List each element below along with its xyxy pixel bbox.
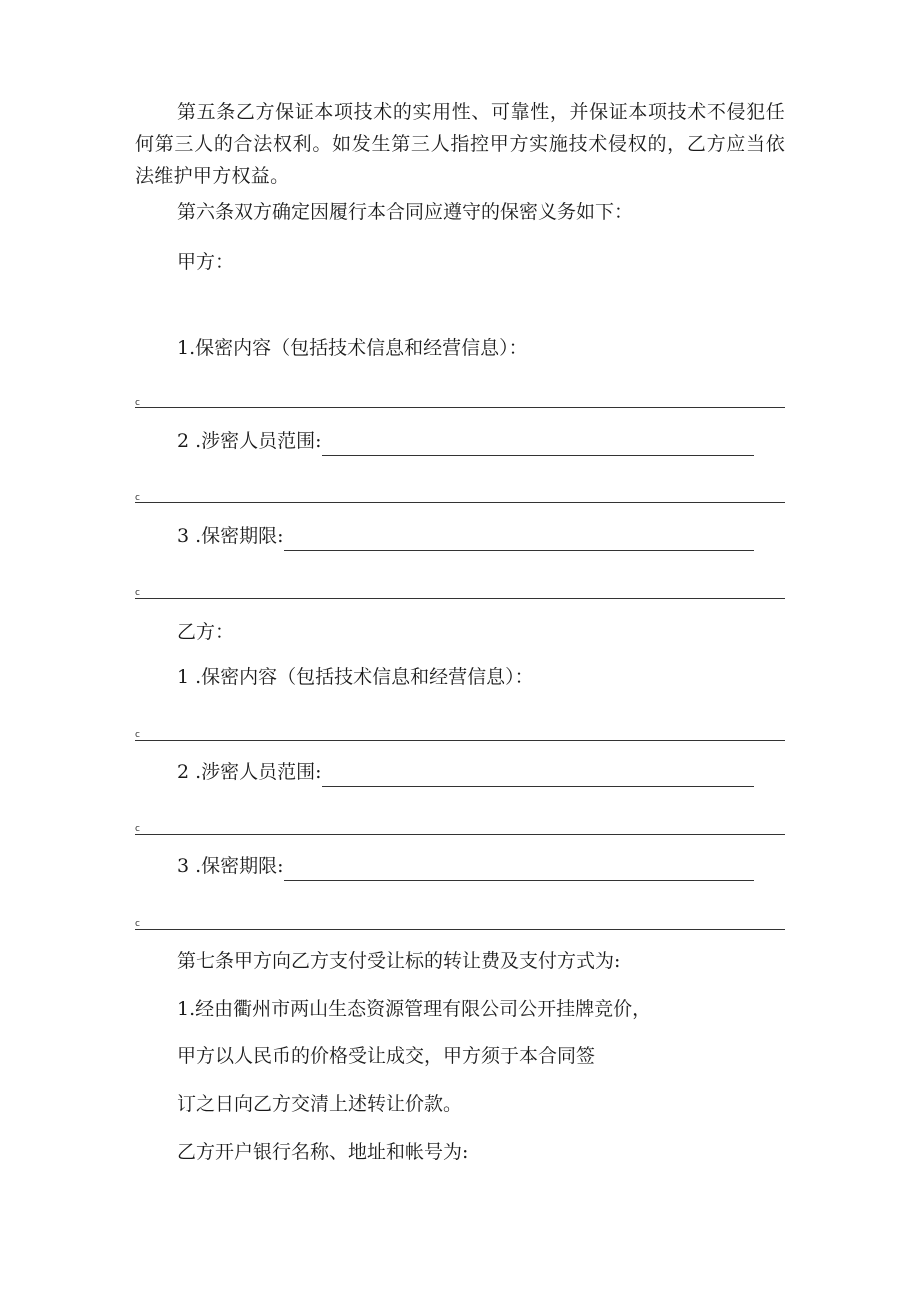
party-b-item-3-label: 3 .保密期限:	[177, 855, 284, 877]
bank-info-line: 乙方开户银行名称、地址和帐号为:	[177, 1141, 469, 1163]
article-7-heading: 第七条甲方向乙方支付受让标的转让费及支付方式为:	[177, 950, 621, 972]
party-a-item-2-blank	[322, 433, 754, 456]
line-mark: c	[135, 919, 140, 929]
party-b-item-1: 1 .保密内容（包括技术信息和经营信息）：	[177, 666, 534, 688]
party-a-item-3-blank	[284, 528, 754, 551]
line-mark: c	[135, 493, 140, 503]
line-mark: c	[135, 824, 140, 834]
party-a-item-2	[177, 426, 754, 456]
party-a-item-3-label: 3 .保密期限:	[177, 525, 284, 547]
line-mark: c	[135, 398, 140, 408]
line-mark: c	[135, 588, 140, 598]
party-b-item-1-blank-line	[135, 740, 785, 741]
line-mark: c	[135, 730, 140, 740]
article-5-paragraph: 第五条乙方保证本项技术的实用性、可靠性，并保证本项技术不侵犯任何第三人的合法权利。如发生第三人指控甲方实施技术侵权的，乙方应当依法维护甲方权益。	[135, 101, 785, 187]
party-b-item-2	[177, 757, 754, 787]
party-a-item-1-blank-line	[135, 407, 785, 408]
party-a-item-3	[177, 521, 754, 551]
party-b-item-2-blank-line	[135, 834, 785, 835]
party-b-item-2-label: 2 .涉密人员范围:	[177, 761, 322, 783]
party-b-item-3-blank	[284, 858, 754, 881]
article-6-heading: 第六条双方确定因履行本合同应遵守的保密义务如下：	[177, 201, 634, 223]
party-a-item-1: 1.保密内容（包括技术信息和经营信息）：	[177, 337, 528, 359]
party-a-item-3-blank-line	[135, 598, 785, 599]
party-b-label: 乙方：	[177, 621, 235, 643]
party-b-item-2-blank	[322, 764, 754, 787]
party-b-item-3	[177, 851, 754, 881]
party-b-item-3-blank-line	[135, 929, 785, 930]
payment-line-3: 订之日向乙方交清上述转让价款。	[177, 1093, 463, 1115]
party-a-item-2-blank-line	[135, 502, 785, 503]
party-a-label: 甲方：	[177, 251, 235, 273]
payment-line-2: 甲方以人民币的价格受让成交，甲方须于本合同签	[177, 1045, 596, 1067]
party-a-item-2-label: 2 .涉密人员范围:	[177, 430, 322, 452]
payment-line-1: 1.经由衢州市两山生态资源管理有限公司公开挂牌竞价，	[177, 998, 652, 1020]
